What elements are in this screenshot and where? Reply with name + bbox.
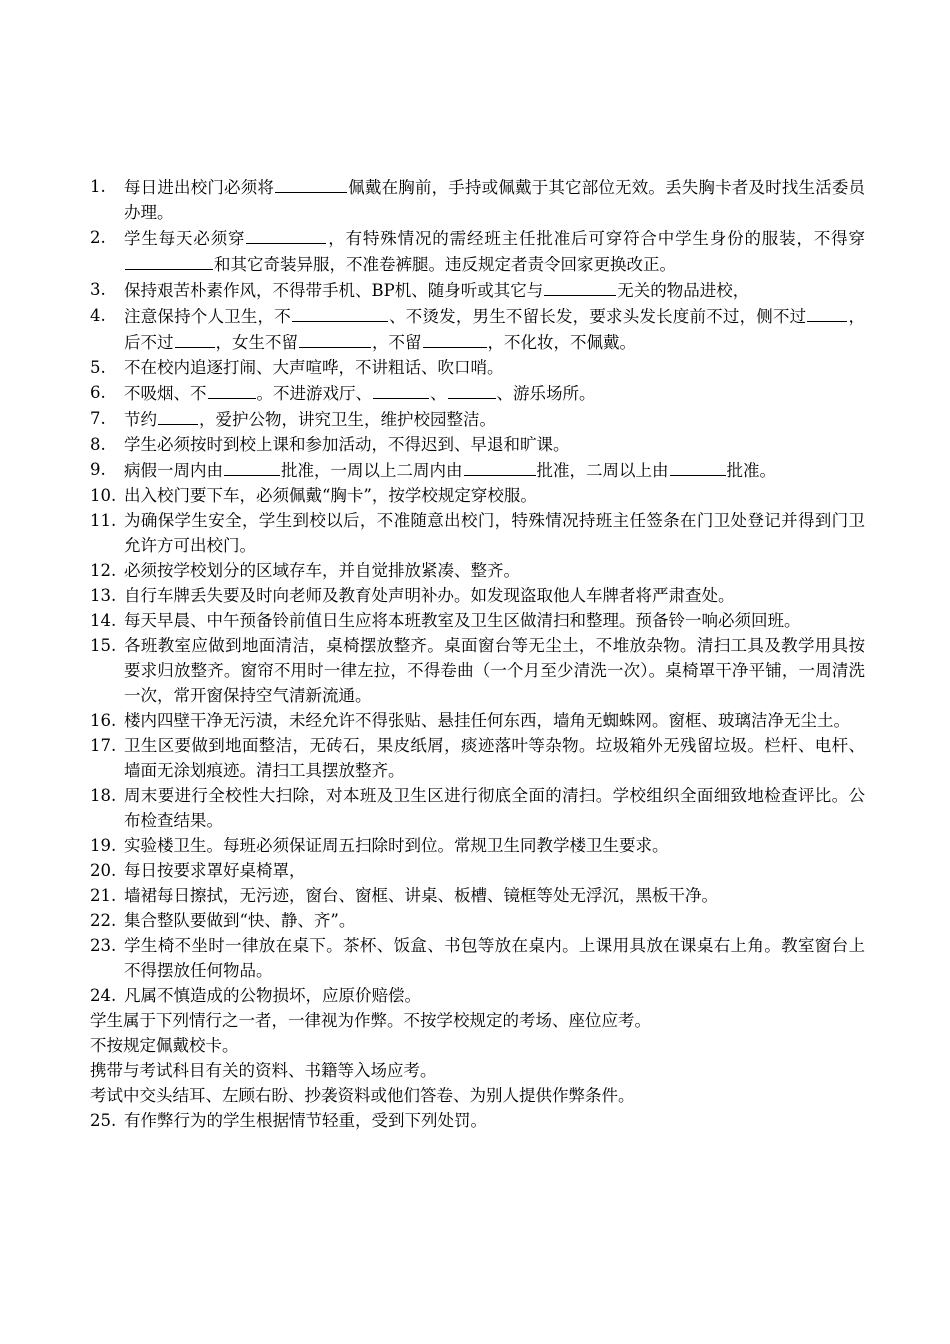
rule-text: 学生每天必须穿 ，有特殊情况的需经班主任批准后可穿符合中学生身份的服装，不得穿和其它奇装异服，不准卷裤腿。违反规定者责令回家更换改正。	[124, 225, 865, 277]
rule-text: 各班教室应做到地面清洁，桌椅摆放整齐。桌面窗台等无尘土，不堆放杂物。清扫工具及教学用具按要求归放整齐。窗帘不用时一律左拉，不得卷曲（一个月至少清洗一次）。桌椅罩干净平铺，一周清洗一次，常开窗保持空气清新流通。	[124, 636, 865, 705]
rule-item	[90, 633, 865, 708]
rule-text: 不在校内追逐打闹、大声喧哗，不讲粗话、吹口哨。	[124, 358, 504, 377]
fill-in-blank	[275, 174, 347, 193]
fill-in-blank	[125, 251, 213, 270]
fill-in-blank	[448, 380, 496, 399]
rule-item	[90, 583, 865, 608]
rule-text: 不吸烟、不 。不进游戏厅、 、 、游乐场所。	[124, 380, 865, 406]
rule-item	[90, 858, 865, 883]
rule-number: 15.	[90, 636, 117, 655]
rule-item	[90, 355, 865, 380]
fill-in-blank	[175, 329, 215, 348]
rule-number: 17.	[90, 736, 117, 755]
rule-item	[90, 833, 865, 858]
fill-in-blank	[208, 380, 256, 399]
rule-number: 12.	[90, 561, 117, 580]
rule-item	[90, 457, 865, 483]
rule-number: 20.	[90, 861, 117, 880]
rule-number: 18.	[90, 786, 117, 805]
rule-number: 6.	[90, 383, 106, 402]
rule-number: 7.	[90, 409, 106, 428]
rule-item	[90, 483, 865, 508]
fill-in-blank	[373, 380, 429, 399]
fill-in-blank	[670, 457, 726, 476]
rule-text: 保持艰苦朴素作风，不得带手机、BP机、随身听或其它与 无关的物品进校，	[124, 277, 865, 303]
rule-number: 25.	[90, 1111, 117, 1130]
rule-item	[90, 983, 865, 1008]
rule-number: 13.	[90, 586, 117, 605]
rule-item	[90, 225, 865, 277]
rule-item	[90, 277, 865, 303]
rule-item	[90, 708, 865, 733]
rule-number: 19.	[90, 836, 117, 855]
rule-number: 4.	[90, 306, 106, 325]
rule-item	[90, 406, 865, 432]
rule-number: 11.	[90, 511, 117, 530]
rule-item	[90, 883, 865, 908]
rule-item	[90, 1108, 865, 1133]
rule-text: 凡属不慎造成的公物损坏，应原价赔偿。	[124, 986, 421, 1005]
fill-in-blank	[544, 277, 616, 296]
rule-item	[90, 380, 865, 406]
plain-paragraph: 学生属于下列情行之一者，一律视为作弊。不按学校规定的考场、座位应考。	[90, 1011, 651, 1030]
rule-text: 节约 ，爱护公物，讲究卫生，维护校园整洁。	[124, 406, 865, 432]
rule-text: 有作弊行为的学生根据情节轻重，受到下列处罚。	[124, 1111, 487, 1130]
rule-text: 卫生区要做到地面整洁，无砖石，果皮纸屑，痰迹落叶等杂物。垃圾箱外无残留垃圾。栏杆、电杆、墙面无涂划痕迹。清扫工具摆放整齐。	[124, 736, 865, 780]
fill-in-blank	[292, 303, 388, 322]
rule-number: 5.	[90, 358, 106, 377]
rule-number: 23.	[90, 936, 117, 955]
rule-item	[90, 174, 865, 225]
rule-text: 为确保学生安全，学生到校以后，不准随意出校门，特殊情况持班主任签条在门卫处登记并得到门卫允许方可出校门。	[124, 511, 865, 555]
rule-number: 8.	[90, 435, 106, 454]
rules-list	[90, 174, 865, 1133]
rule-number: 21.	[90, 886, 117, 905]
rule-number: 14.	[90, 611, 117, 630]
rule-text: 每日进出校门必须将 佩戴在胸前，手持或佩戴于其它部位无效。丢失胸卡者及时找生活委员办理。	[124, 174, 865, 225]
rule-text: 墙裙每日擦拭，无污迹，窗台、窗框、讲桌、板槽、镜框等处无浮沉，黑板干净。	[124, 886, 718, 905]
rule-text: 楼内四壁干净无污渍，未经允许不得张贴、悬挂任何东西，墙角无蜘蛛网。窗框、玻璃洁净无尘土。	[124, 711, 850, 730]
fill-in-blank	[464, 457, 536, 476]
rule-item	[90, 303, 865, 355]
rule-text: 自行车牌丢失要及时向老师及教育处声明补办。如发现盗取他人车牌者将严肃查处。	[124, 586, 735, 605]
rule-number: 10.	[90, 486, 117, 505]
rule-number: 16.	[90, 711, 117, 730]
rule-item	[90, 908, 865, 933]
rule-item	[90, 783, 865, 833]
rule-text: 集合整队要做到“快、静、齐”。	[124, 911, 356, 930]
rule-text: 必须按学校划分的区域存车，并自觉排放紧凑、整齐。	[124, 561, 520, 580]
rule-number: 3.	[90, 280, 106, 299]
rule-item	[90, 933, 865, 983]
rule-text: 病假一周内由 批准，一周以上二周内由 批准，二周以上由 批准。	[124, 457, 865, 483]
rule-number: 24.	[90, 986, 117, 1005]
plain-paragraph: 携带与考试科目有关的资料、书籍等入场应考。	[90, 1061, 437, 1080]
rule-item	[90, 432, 865, 457]
rule-text: 周末要进行全校性大扫除，对本班及卫生区进行彻底全面的清扫。学校组织全面细致地检查评比。公布检查结果。	[124, 786, 865, 830]
rule-text: 注意保持个人卫生，不 、不烫发，男生不留长发，要求头发长度前不过，侧不过 ，后不过 ，女生不留 ，不留 ，不化妆，不佩戴。	[124, 303, 865, 355]
rule-text: 学生必须按时到校上课和参加活动，不得迟到、早退和旷课。	[124, 435, 570, 454]
rule-item	[90, 608, 865, 633]
rule-text: 每天早晨、中午预备铃前值日生应将本班教室及卫生区做清扫和整理。预备铃一响必须回班。	[124, 611, 801, 630]
rule-number: 9.	[90, 460, 106, 479]
plain-paragraph: 不按规定佩戴校卡。	[90, 1036, 239, 1055]
fill-in-blank	[423, 329, 487, 348]
fill-in-blank	[246, 225, 326, 244]
rule-number: 2.	[90, 228, 106, 247]
rule-text: 每日按要求罩好桌椅罩，	[124, 861, 306, 880]
rule-item	[90, 558, 865, 583]
rule-text: 学生椅不坐时一律放在桌下。茶杯、饭盒、书包等放在桌内。上课用具放在课桌右上角。教室窗台上不得摆放任何物品。	[124, 936, 865, 980]
fill-in-blank	[807, 303, 847, 322]
rule-item	[90, 733, 865, 783]
rule-text: 出入校门要下车，必须佩戴“胸卡”，按学校规定穿校服。	[124, 486, 537, 505]
fill-in-blank	[158, 406, 198, 425]
rule-text: 实验楼卫生。每班必须保证周五扫除时到位。常规卫生同教学楼卫生要求。	[124, 836, 669, 855]
plain-paragraph: 考试中交头结耳、左顾右盼、抄袭资料或他们答卷、为别人提供作弊条件。	[90, 1086, 635, 1105]
rule-item	[90, 508, 865, 558]
rule-number: 1.	[90, 177, 106, 196]
rule-number: 22.	[90, 911, 117, 930]
fill-in-blank	[224, 457, 280, 476]
fill-in-blank	[299, 329, 371, 348]
